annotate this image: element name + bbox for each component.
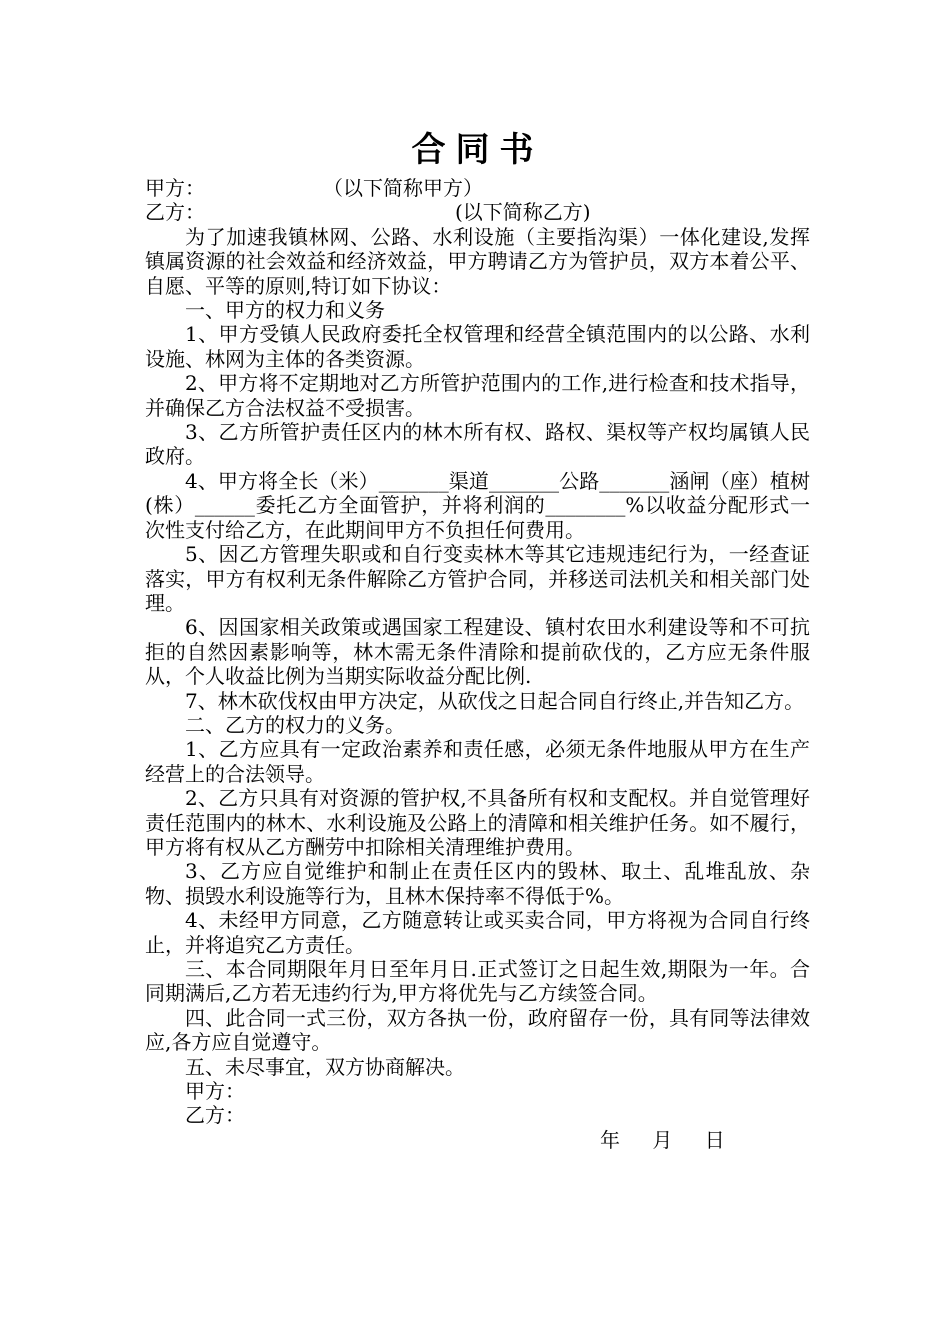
party-a-label: 甲方： <box>145 176 205 200</box>
section-1-item: 2、甲方将不定期地对乙方所管护范围内的工作,进行检查和技术指导，并确保乙方合法权益不受损害。 <box>145 371 810 420</box>
section-2-heading: 二、乙方的权力的义务。 <box>185 712 405 737</box>
preamble-paragraph: 为了加速我镇林网、公路、水利设施（主要指沟渠）一体化建设,发挥镇属资源的社会效益和经济效益，甲方聘请乙方为管护员，双方本着公平、自愿、平等的原则,特订如下协议： <box>145 224 810 298</box>
section-1-heading: 一、甲方的权力和义务 <box>185 298 385 323</box>
section-2-item: 1、乙方应具有一定政治素养和责任感，必须无条件地服从甲方在生产经营上的合法领导。 <box>145 737 810 786</box>
section-2-item: 2、乙方只具有对资源的管护权,不具备所有权和支配权。并自觉管理好责任范围内的林木、水利设施及公路上的清障和相关维护任务。如不履行，甲方将有权从乙方酬劳中扣除相关清理维护费用。 <box>145 786 810 859</box>
section-1-item: 3、乙方所管护责任区内的林木所有权、路权、渠权等产权均属镇人民政府。 <box>145 420 810 469</box>
section-1-item: 4、甲方将全长（米）_______渠道_______公路_______涵闸（座）植树(株）______委托乙方全面管护，并将利润的________%以收益分配形式一次性支付给乙方，在此期间甲方不负担任何费用。 <box>145 468 810 542</box>
section-5-paragraph: 五、未尽事宜，双方协商解决。 <box>185 1054 465 1079</box>
party-a-line <box>145 176 810 200</box>
signing-date: 年 月 日 <box>600 1127 731 1152</box>
signature-party-a: 甲方： <box>185 1079 245 1104</box>
section-1-item: 7、林木砍伐权由甲方决定，从砍伐之日起合同自行终止,并告知乙方。 <box>185 688 805 713</box>
section-3-paragraph: 三、本合同期限年月日至年月日.正式签订之日起生效,期限为一年。合同期满后,乙方若无违约行为,甲方将优先与乙方续签合同。 <box>145 957 810 1006</box>
section-1-item: 5、因乙方管理失职或和自行变卖林木等其它违规违纪行为，一经查证落实，甲方有权利无条件解除乙方管护合同，并移送司法机关和相关部门处理。 <box>145 542 810 615</box>
party-b-note: (以下简称乙方) <box>455 200 591 225</box>
section-1-item: 6、因国家相关政策或遇国家工程建设、镇村农田水利建设等和不可抗拒的自然因素影响等，林木需无条件清除和提前砍伐的，乙方应无条件服从，个人收益比例为当期实际收益分配比例. <box>145 615 810 689</box>
document-title: 合同书 <box>411 130 544 170</box>
section-2-item: 4、未经甲方同意，乙方随意转让或买卖合同，甲方将视为合同自行终止，并将追究乙方责任。 <box>145 908 810 957</box>
section-1-item: 1、甲方受镇人民政府委托全权管理和经营全镇范围内的以公路、水利设施、林网为主体的各类资源。 <box>145 322 810 371</box>
contract-page <box>145 128 810 1152</box>
party-a-note: （以下简称甲方） <box>323 176 483 200</box>
section-4-paragraph: 四、此合同一式三份，双方各执一份，政府留存一份，具有同等法律效应,各方应自觉遵守。 <box>145 1005 810 1055</box>
party-b-line <box>145 200 810 224</box>
party-b-label: 乙方： <box>145 200 205 225</box>
section-2-item: 3、乙方应自觉维护和制止在责任区内的毁林、取土、乱堆乱放、杂物、损毁水利设施等行为，且林木保持率不得低于%。 <box>145 859 810 908</box>
signature-party-b: 乙方： <box>185 1103 245 1128</box>
